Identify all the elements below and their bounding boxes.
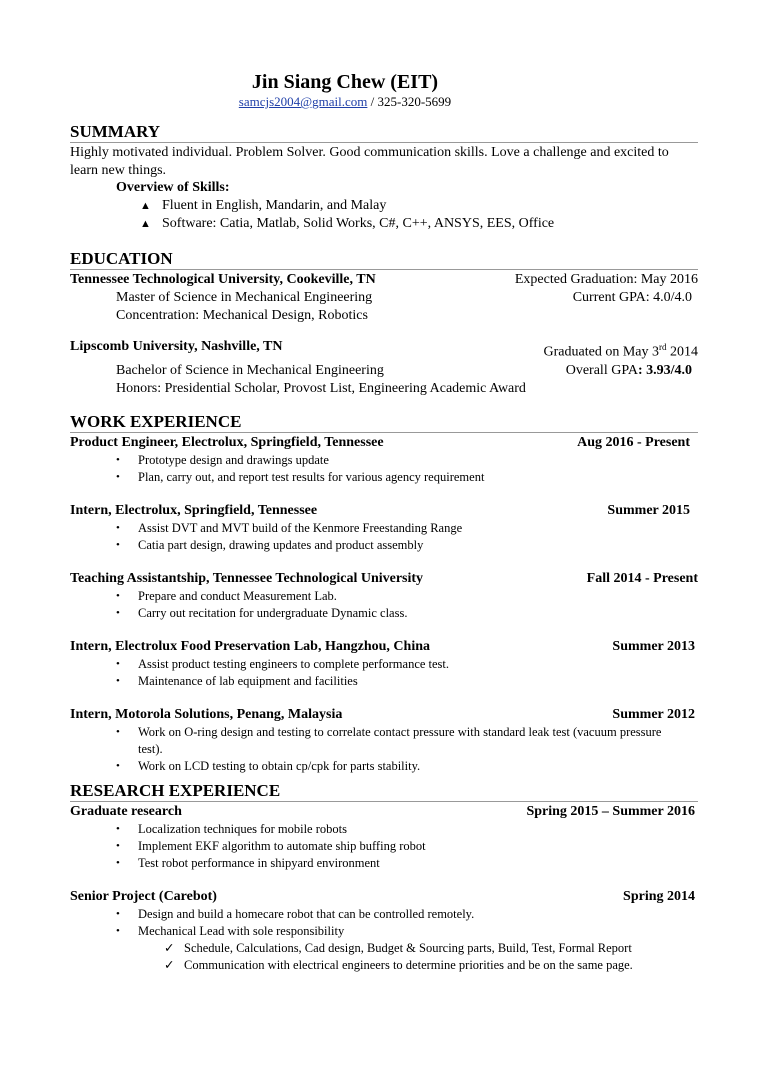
job-date: Summer 2015 <box>607 502 690 518</box>
bullet-icon: • <box>116 856 120 869</box>
gpa-label: Overall GPA <box>565 362 638 378</box>
bullet-icon: • <box>116 674 120 687</box>
bullet-text: Implement EKF algorithm to automate ship buffing robot <box>138 838 426 853</box>
bullet-text: Catia part design, drawing updates and product assembly <box>138 537 424 552</box>
email-link[interactable]: samcjs2004@gmail.com <box>238 94 368 109</box>
bullet-icon: • <box>116 657 120 670</box>
degree: Bachelor of Science in Mechanical Engineering <box>116 362 384 378</box>
bullet-icon: • <box>116 589 120 602</box>
project-bullets <box>70 821 698 872</box>
school-date: Expected Graduation: May 2016 <box>514 272 698 287</box>
bullet-icon: • <box>116 725 120 738</box>
education-heading: EDUCATION <box>70 249 698 270</box>
gpa: Current GPA: 4.0/4.0 <box>572 290 692 305</box>
job-date: Summer 2012 <box>612 706 695 722</box>
project-entry <box>70 888 698 974</box>
check-text: Schedule, Calculations, Cad design, Budget & Sourcing parts, Build, Test, Formal Report <box>184 940 632 955</box>
degree: Master of Science in Mechanical Engineering <box>116 290 373 305</box>
checkmark-icon: ✓ <box>164 957 175 972</box>
bullet-icon: • <box>116 907 120 920</box>
list-item <box>70 605 698 622</box>
list-item <box>70 520 698 537</box>
job-bullets <box>70 588 698 622</box>
project-bullets <box>70 906 698 940</box>
bullet-icon: • <box>116 839 120 852</box>
research-section <box>70 781 698 974</box>
skills-list <box>70 197 698 233</box>
check-item <box>70 957 698 974</box>
skills-heading: Overview of Skills: <box>116 180 230 195</box>
school-date <box>544 338 698 362</box>
school-name: Tennessee Technological University, Cookeville, TN <box>70 272 376 287</box>
list-item <box>70 588 698 605</box>
job-header <box>70 706 698 724</box>
job-entry <box>70 570 698 622</box>
job-entry <box>70 434 698 486</box>
honors-label: Honors <box>116 380 158 396</box>
bullet-text: Maintenance of lab equipment and facilities <box>138 673 358 688</box>
date-superscript: rd <box>659 342 667 352</box>
school-row <box>70 338 698 362</box>
job-title: Intern, Motorola Solutions, Penang, Malaysia <box>70 706 343 722</box>
job-entry <box>70 638 698 690</box>
bullet-icon: • <box>116 924 120 937</box>
bullet-icon: • <box>116 521 120 534</box>
bullet-text: Test robot performance in shipyard environment <box>138 855 380 870</box>
bullet-icon: • <box>116 759 120 772</box>
bullet-text: Prototype design and drawings update <box>138 452 329 467</box>
job-title: Teaching Assistantship, Tennessee Technological University <box>70 570 424 586</box>
job-header <box>70 434 698 452</box>
bullet-icon: • <box>116 538 120 551</box>
triangle-bullet-icon: ▲ <box>140 218 151 230</box>
project-date: Spring 2015 – Summer 2016 <box>526 803 695 819</box>
check-list <box>70 940 698 974</box>
job-title: Product Engineer, Electrolux, Springfield, Tennessee <box>70 434 384 450</box>
phone-number: 325-320-5699 <box>377 94 452 109</box>
job-bullets <box>70 452 698 486</box>
job-header <box>70 570 698 588</box>
summary-section <box>70 122 698 233</box>
concentration: Concentration: Mechanical Design, Robotics <box>116 308 368 323</box>
check-text: Communication with electrical engineers to determine priorities and be on the same page. <box>184 957 633 972</box>
bullet-text: Design and build a homecare robot that can be controlled remotely. <box>138 906 475 921</box>
resume-page <box>70 70 698 974</box>
list-item <box>70 537 698 554</box>
research-heading: RESEARCH EXPERIENCE <box>70 781 698 802</box>
bullet-text: Prepare and conduct Measurement Lab. <box>138 588 337 603</box>
bullet-icon: • <box>116 470 120 483</box>
job-header <box>70 638 698 656</box>
job-header <box>70 502 698 520</box>
bullet-text: Work on LCD testing to obtain cp/cpk for parts stability. <box>138 758 421 773</box>
skill-item <box>140 197 698 215</box>
job-title: Intern, Electrolux Food Preservation Lab, Hangzhou, China <box>70 638 431 654</box>
degree-row <box>70 362 698 380</box>
bullet-text: Work on O-ring design and testing to correlate contact pressure with standard leak test (vacuum pressure test). <box>138 724 662 756</box>
bullet-text: Mechanical Lead with sole responsibility <box>138 923 345 938</box>
honors-text: : Presidential Scholar, Provost List, Engineering Academic Award <box>157 380 526 396</box>
contact-separator: / <box>367 94 378 109</box>
job-date: Fall 2014 - Present <box>586 570 698 586</box>
gpa <box>566 362 698 380</box>
bullet-text: Localization techniques for mobile robots <box>138 821 347 836</box>
bullet-icon: • <box>116 822 120 835</box>
project-title: Graduate research <box>70 803 182 819</box>
summary-heading: SUMMARY <box>70 122 698 143</box>
school-name: Lipscomb University, Nashville, TN <box>70 339 283 354</box>
project-title: Senior Project (Carebot) <box>70 888 217 904</box>
summary-text: Highly motivated individual. Problem Solver. Good communication skills. Love a challenge and excited to learn new things. <box>70 145 669 178</box>
list-item <box>70 758 698 775</box>
job-entry <box>70 706 698 775</box>
work-section <box>70 412 698 775</box>
skill-text: Software: Catia, Matlab, Solid Works, C#, C++, ANSYS, EES, Office <box>162 216 555 231</box>
job-date: Summer 2013 <box>612 638 695 654</box>
job-date: Aug 2016 - Present <box>577 434 690 450</box>
bullet-text: Assist DVT and MVT build of the Kenmore Freestanding Range <box>138 520 463 535</box>
skill-item <box>140 215 698 233</box>
job-bullets <box>70 724 698 775</box>
list-item <box>70 724 698 758</box>
project-entry <box>70 803 698 872</box>
project-date: Spring 2014 <box>623 888 695 904</box>
list-item <box>70 469 698 486</box>
triangle-bullet-icon: ▲ <box>140 200 151 212</box>
school-row <box>70 271 698 289</box>
project-header <box>70 888 698 906</box>
gpa-value: : 3.93/4.0 <box>637 362 692 378</box>
list-item <box>70 906 698 923</box>
job-entry <box>70 502 698 554</box>
honors <box>70 380 698 398</box>
list-item <box>70 452 698 469</box>
checkmark-icon: ✓ <box>164 940 175 955</box>
check-item <box>70 940 698 957</box>
list-item <box>70 923 698 940</box>
bullet-text: Plan, carry out, and report test results for various agency requirement <box>138 469 485 484</box>
list-item <box>70 838 698 855</box>
list-item <box>70 855 698 872</box>
contact-line <box>200 94 490 110</box>
skill-text: Fluent in English, Mandarin, and Malay <box>162 198 387 213</box>
bullet-text: Assist product testing engineers to complete performance test. <box>138 656 450 671</box>
list-item <box>70 821 698 838</box>
date-suffix: 2014 <box>666 344 698 360</box>
project-header <box>70 803 698 821</box>
job-bullets <box>70 520 698 554</box>
bullet-icon: • <box>116 453 120 466</box>
work-heading: WORK EXPERIENCE <box>70 412 698 433</box>
resume-name: Jin Siang Chew (EIT) <box>251 71 439 93</box>
date-prefix: Graduated on May 3 <box>543 344 659 360</box>
degree-row <box>70 289 698 307</box>
bullet-icon: • <box>116 606 120 619</box>
education-section <box>70 249 698 398</box>
job-bullets <box>70 656 698 690</box>
list-item <box>70 656 698 673</box>
list-item <box>70 673 698 690</box>
bullet-text: Carry out recitation for undergraduate Dynamic class. <box>138 605 408 620</box>
job-title: Intern, Electrolux, Springfield, Tennessee <box>70 502 318 518</box>
